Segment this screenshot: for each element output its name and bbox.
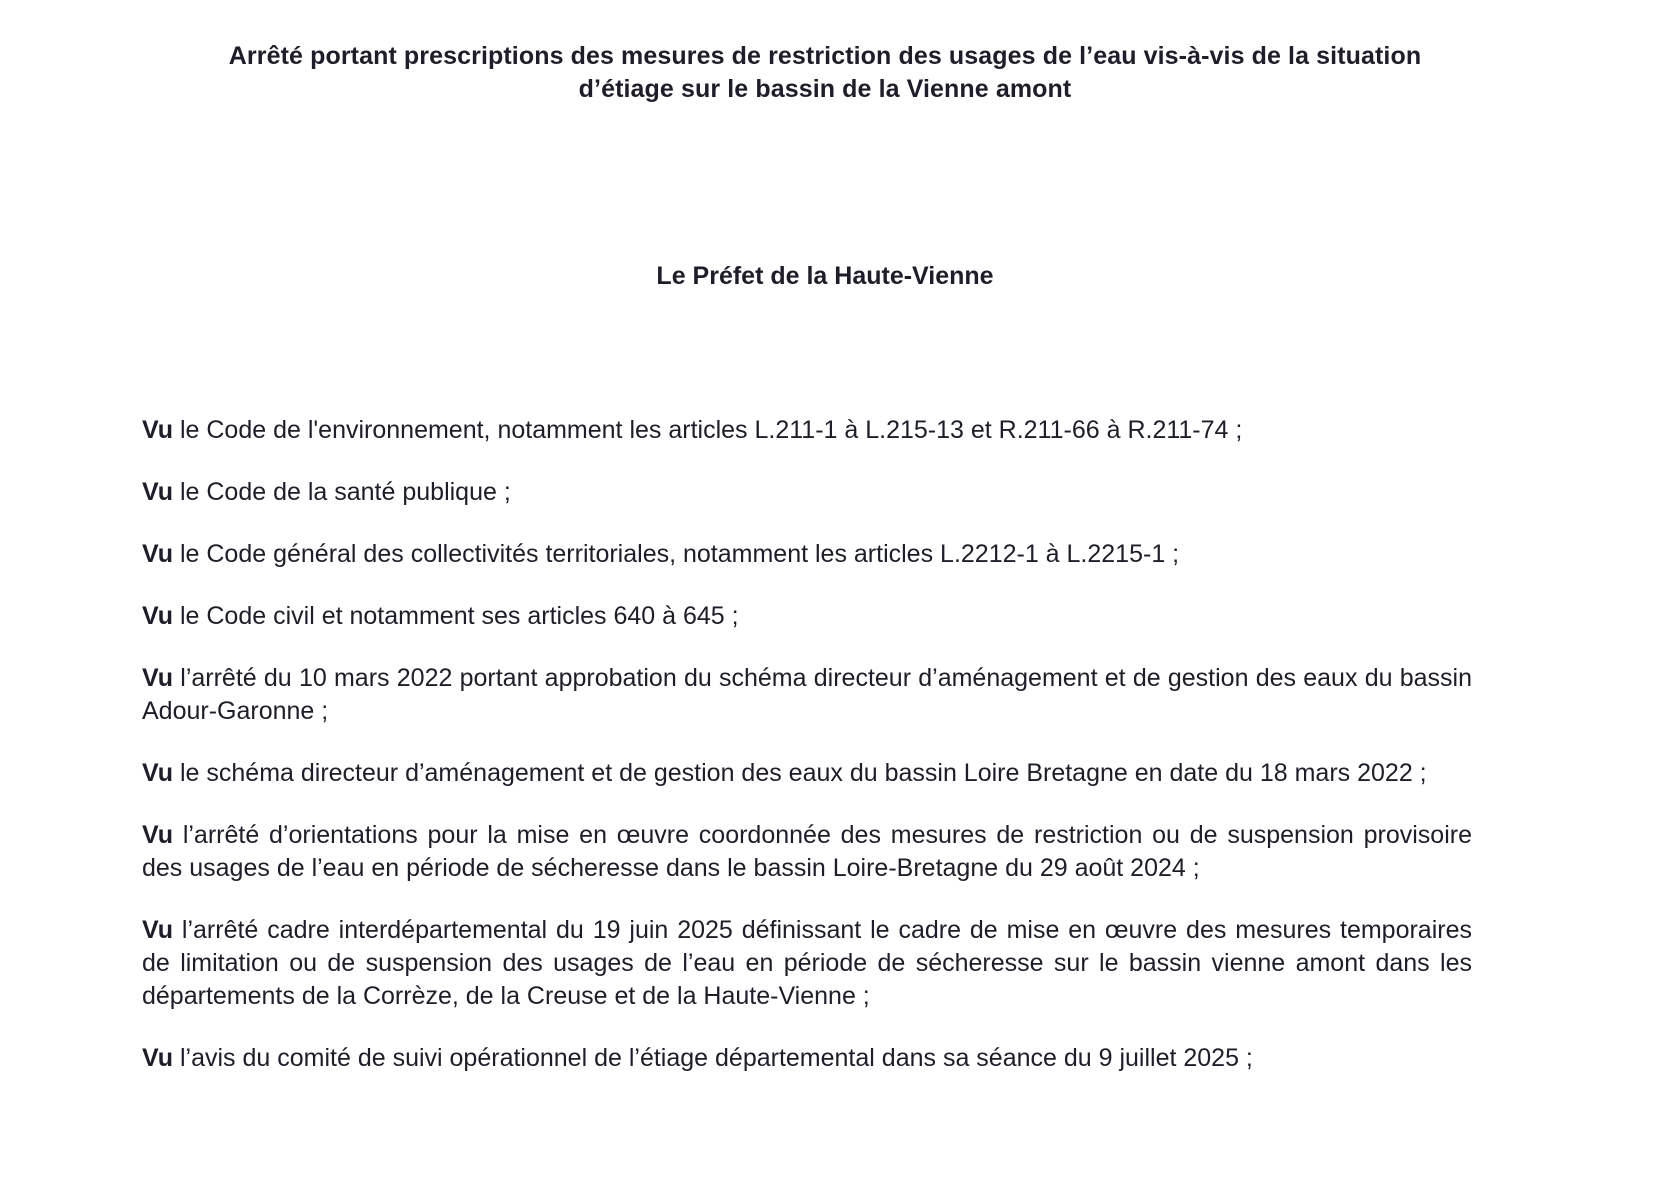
considerant-paragraph [142,757,1472,790]
considerant-paragraph [142,914,1472,1013]
vu-keyword: Vu [142,1044,174,1072]
vu-keyword: Vu [142,540,174,568]
considerant-paragraph [142,1042,1472,1075]
vu-keyword: Vu [142,602,174,630]
considerant-paragraph [142,476,1472,509]
vu-keyword: Vu [142,821,174,849]
considerant-text: le Code général des collectivités territoriales, notamment les articles L.2212-1 à L.2215-1 ; [173,540,1180,568]
vu-keyword: Vu [142,916,174,944]
considerant-paragraph [142,414,1472,447]
considerant-paragraph [142,538,1472,571]
vu-keyword: Vu [142,416,174,444]
considerant-text: le Code de la santé publique ; [173,478,511,506]
document-title-line-2: d’étiage sur le bassin de la Vienne amont [578,75,1072,103]
considerant-paragraph [142,600,1472,633]
considerant-text: l’avis du comité de suivi opérationnel de l’étiage départemental dans sa séance du 9 juillet 2025 ; [173,1044,1253,1072]
issuing-authority: Le Préfet de la Haute-Vienne [656,262,994,290]
considerant-paragraph [142,819,1472,885]
considerant-text: le schéma directeur d’aménagement et de gestion des eaux du bassin Loire Bretagne en date du 18 mars 2022 ; [173,759,1427,787]
considerant-text: le Code de l'environnement, notamment les articles L.211-1 à L.215-13 et R.211-66 à R.211-74 ; [173,416,1243,444]
considerant-text: l’arrêté d’orientations pour la mise en œuvre coordonnée des mesures de restriction ou de suspension provisoire des usages de l’eau en période de sécheresse dans le bassin Loire-Bretagne du 29 août 2024 ; [142,821,1472,882]
vu-keyword: Vu [142,664,174,692]
considerant-text: l’arrêté du 10 mars 2022 portant approbation du schéma directeur d’aménagement et de gestion des eaux du bassin Adour-Garonne ; [142,664,1472,725]
considerant-paragraph [142,662,1472,728]
vu-keyword: Vu [142,759,174,787]
vu-keyword: Vu [142,478,174,506]
considerant-text: l’arrêté cadre interdépartemental du 19 juin 2025 définissant le cadre de mise en œuvre des mesures temporaires de limitation ou de suspension des usages de l’eau en période de sécheresse sur le bassin vienne amont dans les départements de la Corrèze, de la Creuse et de la Haute-Vienne ; [142,916,1472,1010]
considerants-list [142,414,1472,1104]
document-title [160,40,1490,106]
document-title-line-1: Arrêté portant prescriptions des mesures de restriction des usages de l’eau vis-à-vis de la situation [228,42,1422,70]
considerant-text: le Code civil et notamment ses articles 640 à 645 ; [173,602,739,630]
